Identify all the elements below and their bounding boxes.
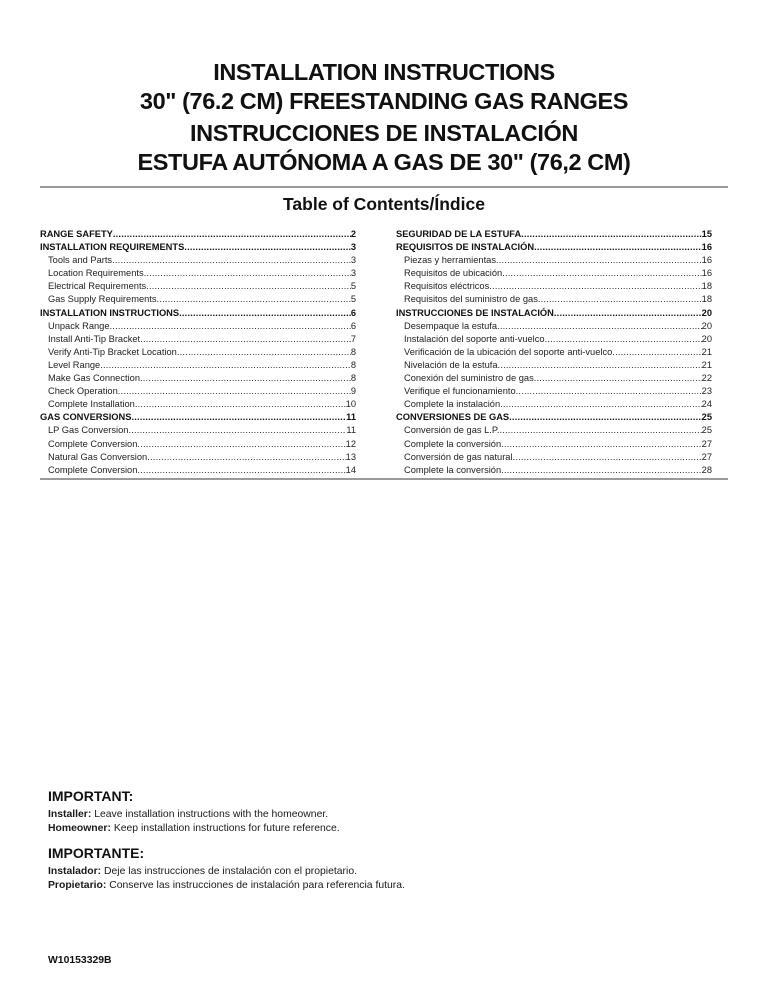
toc-entry-page: 16 [701, 268, 712, 279]
toc-leader-dots [144, 267, 351, 280]
toc-leader-dots [612, 346, 701, 359]
toc-leader-dots [521, 228, 701, 241]
toc-entry[interactable] [396, 241, 712, 254]
toc-entry[interactable] [396, 359, 712, 372]
toc-entry-label: Piezas y herramientas [404, 255, 496, 266]
instalador-label: Instalador: [48, 866, 102, 877]
toc-leader-dots [113, 228, 351, 241]
toc-entry-label: Complete Conversion [48, 438, 138, 449]
toc-entry[interactable] [40, 320, 356, 333]
toc-entry-label: LP Gas Conversion [48, 425, 129, 436]
toc-entry-label: Complete Installation [48, 399, 135, 410]
toc-entry-label: Level Range [48, 359, 101, 370]
toc-entry-label: REQUISITOS DE INSTALACIÓN [396, 242, 535, 253]
toc-leader-dots [157, 293, 351, 306]
toc-entry-label: Requisitos eléctricos [404, 281, 490, 292]
toc-leader-dots [137, 464, 345, 477]
toc-entry[interactable] [40, 372, 356, 385]
toc-leader-dots [513, 451, 702, 464]
toc-entry-label: Verify Anti-Tip Bracket Location [48, 346, 177, 357]
toc-entry-label: INSTRUCCIONES DE INSTALACIÓN [396, 307, 554, 318]
important-line [48, 822, 340, 836]
toc-leader-dots [501, 438, 702, 451]
toc-entry[interactable] [40, 359, 356, 372]
toc-entry-label: Instalación del soporte anti-vuelco [404, 333, 545, 344]
toc-entry[interactable] [40, 267, 356, 280]
toc-entry[interactable] [396, 320, 712, 333]
toc-entry[interactable] [396, 464, 712, 477]
toc-entry[interactable] [396, 254, 712, 267]
toc-entry-label: Make Gas Connection [48, 373, 140, 384]
toc-entry-page: 20 [701, 333, 712, 344]
toc-leader-dots [534, 372, 702, 385]
toc-entry[interactable] [396, 385, 712, 398]
toc-entry-page: 22 [701, 373, 712, 384]
toc-entry[interactable] [396, 438, 712, 451]
toc-entry[interactable] [40, 241, 356, 254]
toc-leader-dots [538, 293, 702, 306]
toc-leader-dots [509, 411, 702, 424]
toc-entry[interactable] [40, 451, 356, 464]
toc-entry[interactable] [40, 307, 356, 320]
top-divider [40, 186, 728, 188]
importante-heading: IMPORTANTE: [48, 845, 145, 861]
toc-entry[interactable] [396, 280, 712, 293]
toc-leader-dots [147, 451, 345, 464]
toc-leader-dots [118, 385, 351, 398]
toc-entry[interactable] [40, 293, 356, 306]
toc-entry-page: 12 [345, 438, 356, 449]
toc-leader-dots [140, 372, 351, 385]
toc-entry[interactable] [40, 333, 356, 346]
toc-entry[interactable] [396, 267, 712, 280]
toc-entry-page: 20 [701, 320, 712, 331]
toc-entry-page: 6 [350, 307, 356, 318]
toc-entry-page: 16 [701, 242, 712, 253]
toc-leader-dots [135, 398, 346, 411]
toc-entry[interactable] [40, 385, 356, 398]
toc-leader-dots [177, 346, 351, 359]
propietario-text: Conserve las instrucciones de instalación para referencia futura. [106, 880, 405, 891]
toc-leader-dots [100, 359, 351, 372]
toc-entry[interactable] [396, 333, 712, 346]
toc-entry-label: Location Requirements [48, 268, 144, 279]
toc-entry-page: 13 [345, 451, 356, 462]
toc-leader-dots [110, 320, 351, 333]
toc-entry-page: 25 [701, 412, 712, 423]
toc-entry-page: 21 [701, 359, 712, 370]
toc-entry-page: 21 [701, 346, 712, 357]
title-line-3: INSTRUCCIONES DE INSTALACIÓN [190, 120, 578, 146]
installer-text: Leave installation instructions with the homeowner. [91, 809, 329, 820]
toc-leader-dots [502, 267, 701, 280]
toc-spanish [396, 228, 712, 477]
toc-entry-label: INSTALLATION REQUIREMENTS [40, 242, 185, 253]
toc-entry-label: CONVERSIONES DE GAS [396, 412, 510, 423]
toc-entry-page: 18 [701, 281, 712, 292]
toc-leader-dots [545, 333, 702, 346]
toc-entry-page: 8 [350, 359, 356, 370]
important-notice [48, 788, 340, 836]
installer-label: Installer: [48, 809, 92, 820]
toc-leader-dots [137, 438, 345, 451]
instalador-text: Deje las instrucciones de instalación con el propietario. [101, 866, 357, 877]
toc-entry-page: 14 [345, 464, 356, 475]
toc-leader-dots [497, 320, 702, 333]
toc-entry[interactable] [40, 254, 356, 267]
importante-line [48, 865, 405, 879]
toc-leader-dots [534, 241, 702, 254]
toc-entry[interactable] [40, 280, 356, 293]
toc-entry-label: Desempaque la estufa [404, 320, 498, 331]
toc-leader-dots [554, 307, 702, 320]
toc-entry[interactable] [396, 424, 712, 437]
toc-entry[interactable] [40, 424, 356, 437]
toc-entry-page: 2 [350, 229, 356, 239]
toc-bottom-divider [40, 478, 728, 480]
toc-entry-label: Complete Conversion [48, 464, 138, 475]
toc-entry[interactable] [40, 411, 356, 424]
toc-leader-dots [140, 333, 351, 346]
toc-entry-label: Unpack Range [48, 320, 110, 331]
toc-entry[interactable] [396, 372, 712, 385]
toc-entry-label: Verifique el funcionamiento [404, 386, 516, 397]
toc-entry[interactable] [40, 464, 356, 477]
toc-entry-page: 28 [701, 464, 712, 475]
toc-entry-label: GAS CONVERSIONS [40, 412, 132, 423]
toc-leader-dots [496, 254, 702, 267]
toc-entry-page: 3 [350, 242, 356, 253]
toc-entry-page: 18 [701, 294, 712, 305]
important-line [48, 808, 340, 822]
toc-entry-label: Tools and Parts [48, 255, 113, 266]
title-line-4: ESTUFA AUTÓNOMA A GAS DE 30" (76,2 CM) [137, 149, 631, 175]
toc-leader-dots [112, 254, 351, 267]
toc-leader-dots [500, 398, 702, 411]
document-titles [0, 58, 768, 177]
important-heading: IMPORTANT: [48, 788, 134, 804]
toc-entry-page: 9 [350, 386, 356, 397]
toc-entry-page: 27 [701, 438, 712, 449]
toc-entry[interactable] [396, 398, 712, 411]
propietario-label: Propietario: [48, 880, 107, 891]
toc-leader-dots [498, 359, 702, 372]
toc-entry-page: 16 [701, 255, 712, 266]
toc-entry-page: 5 [350, 294, 356, 305]
toc-entry-page: 3 [350, 255, 356, 266]
toc-entry-label: Electrical Requirements [48, 281, 147, 292]
toc-leader-dots [499, 424, 701, 437]
toc-entry[interactable] [40, 346, 356, 359]
toc-entry[interactable] [396, 451, 712, 464]
importante-line [48, 879, 405, 893]
toc-entry-page: 10 [345, 399, 356, 410]
toc-entry-label: Conversión de gas L.P. [404, 425, 500, 436]
toc-leader-dots [501, 464, 702, 477]
importante-notice [48, 845, 405, 893]
toc-entry[interactable] [396, 346, 712, 359]
toc-title: Table of Contents/Índice [283, 194, 485, 214]
toc-entry-page: 7 [350, 333, 356, 344]
toc-entry[interactable] [396, 293, 712, 306]
toc-entry-label: Verificación de la ubicación del soporte anti-vuelco [404, 346, 613, 357]
toc-entry-page: 8 [350, 373, 356, 384]
toc-entry-page: 25 [701, 425, 712, 436]
toc-entry[interactable] [396, 228, 712, 241]
toc-entry-label: Natural Gas Conversion [48, 451, 148, 462]
toc-entry-label: SEGURIDAD DE LA ESTUFA [396, 229, 522, 239]
homeowner-text: Keep installation instructions for future reference. [110, 823, 340, 834]
toc-entry-page: 5 [350, 281, 356, 292]
toc-entry-page: 24 [701, 399, 712, 410]
toc-leader-dots [184, 241, 351, 254]
toc-english [40, 228, 356, 477]
toc-entry-label: Requisitos de ubicación [404, 268, 503, 279]
toc-entry-page: 15 [701, 229, 712, 239]
toc-entry-label: Complete la conversión [404, 438, 502, 449]
toc-entry-label: Check Operation [48, 386, 118, 397]
toc-entry-label: Conexión del suministro de gas [404, 373, 534, 384]
toc-entry-page: 27 [701, 451, 712, 462]
toc-leader-dots [128, 424, 346, 437]
toc-entry-page: 20 [701, 307, 712, 318]
toc-leader-dots [146, 280, 351, 293]
toc-leader-dots [516, 385, 702, 398]
toc-entry-label: Conversión de gas natural [404, 451, 513, 462]
toc-entry-label: Install Anti-Tip Bracket [48, 333, 141, 344]
toc-entry[interactable] [40, 398, 356, 411]
toc-entry-page: 3 [350, 268, 356, 279]
title-line-2: 30" (76.2 CM) FREESTANDING GAS RANGES [139, 88, 629, 114]
toc-entry-page: 8 [350, 346, 356, 357]
toc-leader-dots [179, 307, 351, 320]
part-number: W10153329B [48, 955, 112, 966]
toc-entry-label: Gas Supply Requirements [48, 294, 157, 305]
toc-entry[interactable] [396, 411, 712, 424]
toc-entry-page: 23 [701, 386, 712, 397]
toc-entry-label: Complete la conversión [404, 464, 502, 475]
toc-entry-page: 11 [346, 425, 356, 436]
toc-entry[interactable] [40, 228, 356, 241]
toc-entry-label: Requisitos del suministro de gas [404, 294, 538, 305]
title-line-1: INSTALLATION INSTRUCTIONS [213, 59, 555, 85]
toc-leader-dots [489, 280, 701, 293]
toc-entry-label: Nivelación de la estufa [404, 359, 498, 370]
toc-entry-page: 11 [346, 412, 356, 423]
toc-entry-label: Complete la instalación [404, 399, 501, 410]
homeowner-label: Homeowner: [48, 823, 111, 834]
toc-leader-dots [131, 411, 346, 424]
toc-entry-label: INSTALLATION INSTRUCTIONS [40, 307, 180, 318]
toc-entry-page: 6 [350, 320, 356, 331]
toc-entry[interactable] [40, 438, 356, 451]
toc-entry[interactable] [396, 307, 712, 320]
toc-entry-label: RANGE SAFETY [40, 229, 113, 239]
